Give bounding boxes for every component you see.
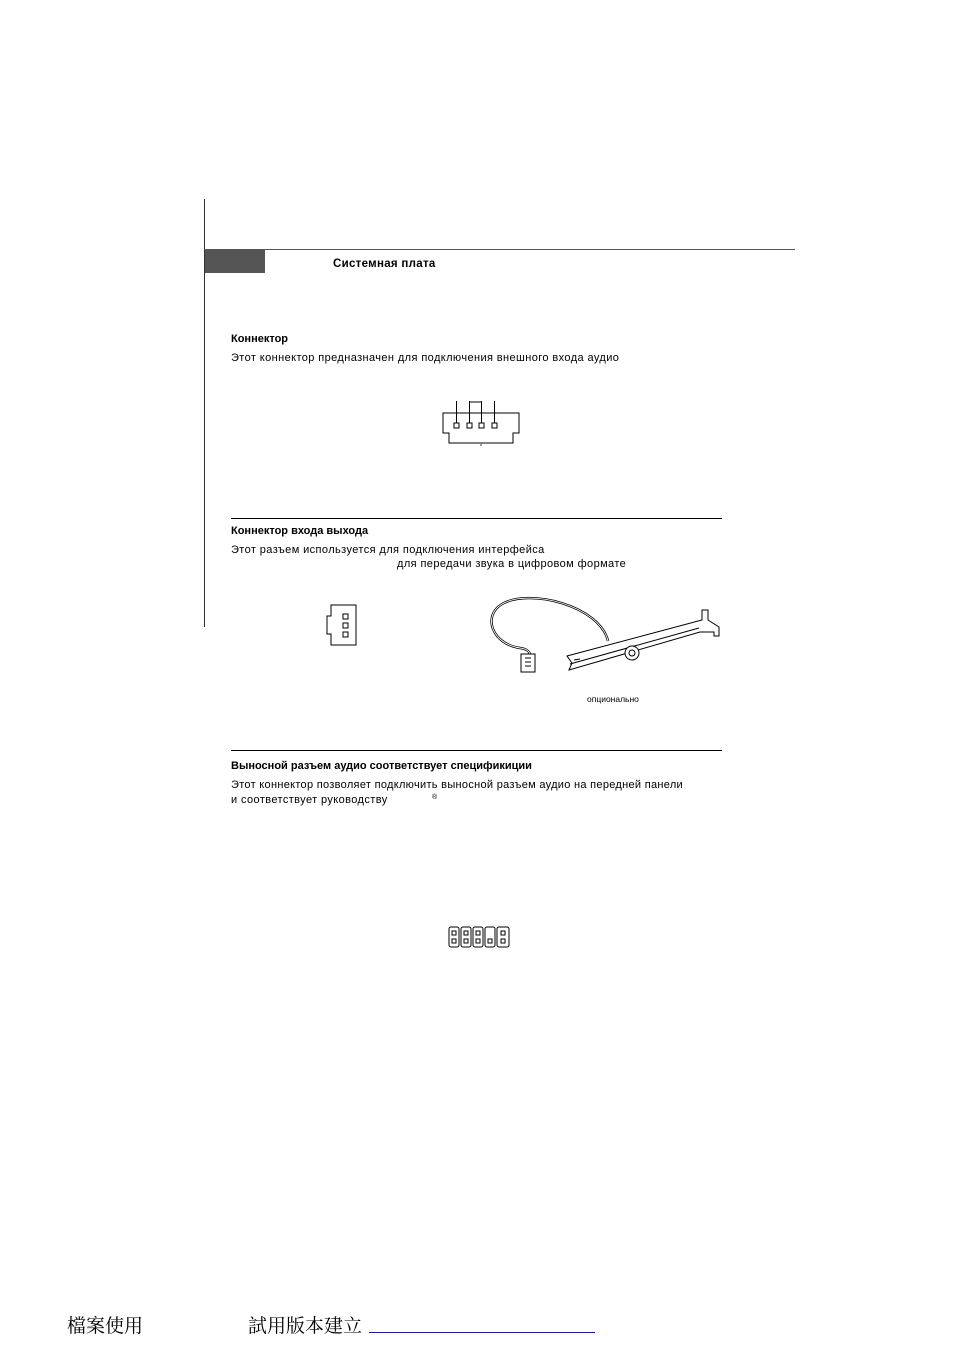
optional-caption: опционально [587, 694, 639, 704]
bracket-cable-illustration [490, 596, 730, 678]
front-panel-audio-pin-header-diagram [448, 926, 512, 950]
three-pin-connector-diagram [326, 604, 360, 648]
header-tab-block [205, 250, 265, 273]
page-title: Системная плата [333, 258, 436, 270]
section-2-text-line2: для передачи звука в цифровом формате [397, 558, 627, 570]
registered-mark: ® [432, 794, 438, 801]
footer-right-text: 試用版本建立 [248, 1315, 363, 1337]
header-rule [204, 249, 795, 250]
section-1-text: Этот коннектор предназначен для подключения внешного входа аудио [231, 352, 620, 364]
section-3-text-line2: и соответствует руководству [231, 794, 388, 806]
footer-link-underline[interactable] [369, 1332, 595, 1333]
section-1-heading: Коннектор [231, 333, 289, 345]
section-3-text-line1: Этот коннектор позволяет подключить выносной разъем аудио на передней панели [231, 779, 683, 791]
section-3-heading: Выносной разъем аудио соответствует спецификиции [231, 760, 532, 772]
section-2-heading: Коннектор входа выхода [231, 525, 369, 537]
section-3-rule [231, 750, 722, 751]
section-2-text-line1: Этот разъем используется для подключения интерфейса [231, 544, 545, 556]
section-2-rule [231, 518, 722, 519]
four-pin-connector-diagram [440, 400, 522, 450]
footer-left-text: 檔案使用 [67, 1315, 144, 1337]
